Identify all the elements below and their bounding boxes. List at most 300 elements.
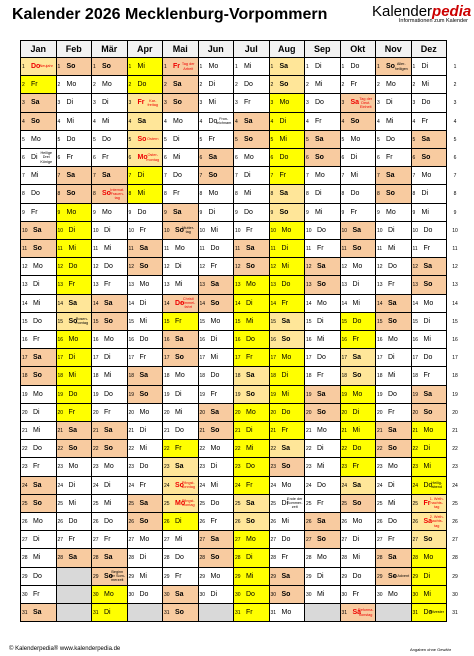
day-cell[interactable]: [21, 422, 57, 440]
day-cell[interactable]: [234, 167, 270, 185]
day-cell[interactable]: [21, 531, 57, 549]
day-cell[interactable]: [341, 94, 377, 112]
day-cell[interactable]: [341, 531, 377, 549]
day-cell[interactable]: [270, 586, 306, 604]
day-cell[interactable]: [376, 167, 412, 185]
day-cell[interactable]: [341, 76, 377, 94]
day-cell[interactable]: [234, 313, 270, 331]
day-cell[interactable]: [57, 222, 93, 240]
day-cell[interactable]: [341, 185, 377, 203]
day-cell[interactable]: [199, 113, 235, 131]
day-cell[interactable]: [57, 113, 93, 131]
day-cell[interactable]: [128, 568, 164, 586]
day-cell[interactable]: [199, 240, 235, 258]
day-cell[interactable]: [341, 477, 377, 495]
day-cell[interactable]: [234, 76, 270, 94]
day-cell[interactable]: [234, 258, 270, 276]
day-cell[interactable]: [412, 367, 448, 385]
day-cell[interactable]: [128, 131, 164, 149]
day-cell[interactable]: [57, 477, 93, 495]
day-cell[interactable]: [341, 513, 377, 531]
day-cell[interactable]: [376, 113, 412, 131]
day-cell[interactable]: [234, 131, 270, 149]
day-cell[interactable]: [163, 331, 199, 349]
brand-logo[interactable]: [372, 3, 472, 24]
day-cell[interactable]: [376, 586, 412, 604]
day-cell[interactable]: [412, 313, 448, 331]
day-cell[interactable]: [341, 458, 377, 476]
day-cell[interactable]: [376, 276, 412, 294]
day-cell[interactable]: [128, 113, 164, 131]
day-cell[interactable]: [270, 331, 306, 349]
day-cell[interactable]: [199, 367, 235, 385]
day-cell[interactable]: [163, 258, 199, 276]
day-cell[interactable]: [270, 604, 306, 622]
day-cell[interactable]: [412, 76, 448, 94]
day-cell[interactable]: [163, 586, 199, 604]
day-cell[interactable]: [305, 113, 341, 131]
day-cell[interactable]: [341, 440, 377, 458]
day-cell[interactable]: [376, 513, 412, 531]
day-cell[interactable]: [305, 76, 341, 94]
day-cell[interactable]: [21, 276, 57, 294]
day-cell[interactable]: [305, 185, 341, 203]
day-cell[interactable]: [21, 149, 57, 167]
day-cell[interactable]: [21, 586, 57, 604]
day-cell[interactable]: [412, 131, 448, 149]
day-cell[interactable]: [92, 568, 128, 586]
day-cell[interactable]: [92, 604, 128, 622]
day-cell[interactable]: [128, 531, 164, 549]
day-cell[interactable]: [376, 549, 412, 567]
day-cell[interactable]: [270, 349, 306, 367]
day-cell[interactable]: [376, 458, 412, 476]
day-cell[interactable]: [270, 149, 306, 167]
day-cell[interactable]: [199, 58, 235, 76]
day-cell[interactable]: [234, 94, 270, 112]
day-cell[interactable]: [57, 185, 93, 203]
day-cell[interactable]: [92, 113, 128, 131]
day-cell[interactable]: [57, 331, 93, 349]
day-cell[interactable]: [21, 131, 57, 149]
day-cell[interactable]: [199, 458, 235, 476]
day-cell[interactable]: [21, 495, 57, 513]
day-cell[interactable]: [376, 222, 412, 240]
day-cell[interactable]: [270, 76, 306, 94]
day-cell[interactable]: [234, 149, 270, 167]
day-cell[interactable]: [128, 240, 164, 258]
day-cell[interactable]: [341, 568, 377, 586]
day-cell[interactable]: [341, 222, 377, 240]
day-cell[interactable]: [163, 149, 199, 167]
day-cell[interactable]: [199, 276, 235, 294]
day-cell[interactable]: [21, 440, 57, 458]
day-cell[interactable]: [270, 295, 306, 313]
day-cell[interactable]: [57, 295, 93, 313]
day-cell[interactable]: [376, 367, 412, 385]
day-cell[interactable]: [163, 113, 199, 131]
day-cell[interactable]: [341, 422, 377, 440]
day-cell[interactable]: [376, 404, 412, 422]
day-cell[interactable]: [412, 349, 448, 367]
day-cell[interactable]: [234, 604, 270, 622]
day-cell[interactable]: [305, 495, 341, 513]
day-cell[interactable]: [305, 58, 341, 76]
day-cell[interactable]: [92, 131, 128, 149]
day-cell[interactable]: [341, 113, 377, 131]
day-cell[interactable]: [57, 76, 93, 94]
day-cell[interactable]: [57, 149, 93, 167]
day-cell[interactable]: [57, 458, 93, 476]
day-cell[interactable]: [234, 568, 270, 586]
day-cell[interactable]: [21, 113, 57, 131]
day-cell[interactable]: [341, 295, 377, 313]
day-cell[interactable]: [305, 531, 341, 549]
day-cell[interactable]: [92, 422, 128, 440]
day-cell[interactable]: [305, 204, 341, 222]
day-cell[interactable]: [305, 276, 341, 294]
day-cell[interactable]: [57, 349, 93, 367]
day-cell[interactable]: [21, 185, 57, 203]
day-cell[interactable]: [234, 440, 270, 458]
day-cell[interactable]: [305, 331, 341, 349]
day-cell[interactable]: [57, 549, 93, 567]
day-cell[interactable]: [21, 404, 57, 422]
day-cell[interactable]: [163, 204, 199, 222]
day-cell[interactable]: [128, 586, 164, 604]
day-cell[interactable]: [234, 295, 270, 313]
day-cell[interactable]: [234, 495, 270, 513]
day-cell[interactable]: [92, 367, 128, 385]
day-cell[interactable]: [92, 331, 128, 349]
day-cell[interactable]: [57, 94, 93, 112]
day-cell[interactable]: [270, 222, 306, 240]
day-cell[interactable]: [199, 94, 235, 112]
day-cell[interactable]: [305, 258, 341, 276]
day-cell[interactable]: [163, 240, 199, 258]
day-cell[interactable]: [234, 240, 270, 258]
day-cell[interactable]: [92, 495, 128, 513]
day-cell[interactable]: [199, 568, 235, 586]
day-cell[interactable]: [163, 94, 199, 112]
day-cell[interactable]: [21, 458, 57, 476]
day-cell[interactable]: [376, 94, 412, 112]
day-cell[interactable]: [21, 258, 57, 276]
day-cell[interactable]: [163, 495, 199, 513]
day-cell[interactable]: [57, 313, 93, 331]
day-cell[interactable]: [163, 313, 199, 331]
day-cell[interactable]: [92, 549, 128, 567]
day-cell[interactable]: [305, 568, 341, 586]
day-cell[interactable]: [234, 113, 270, 131]
day-cell[interactable]: [92, 513, 128, 531]
day-cell[interactable]: [128, 349, 164, 367]
day-cell[interactable]: [234, 477, 270, 495]
day-cell[interactable]: [412, 440, 448, 458]
day-cell[interactable]: [341, 204, 377, 222]
day-cell[interactable]: [376, 295, 412, 313]
day-cell[interactable]: [128, 440, 164, 458]
day-cell[interactable]: [199, 222, 235, 240]
day-cell[interactable]: [412, 258, 448, 276]
day-cell[interactable]: [92, 149, 128, 167]
day-cell[interactable]: [128, 204, 164, 222]
day-cell[interactable]: [21, 204, 57, 222]
day-cell[interactable]: [57, 367, 93, 385]
day-cell[interactable]: [270, 131, 306, 149]
day-cell[interactable]: [92, 258, 128, 276]
day-cell[interactable]: [270, 458, 306, 476]
day-cell[interactable]: [341, 586, 377, 604]
day-cell[interactable]: [270, 258, 306, 276]
day-cell[interactable]: [341, 276, 377, 294]
day-cell[interactable]: [270, 113, 306, 131]
day-cell[interactable]: [163, 295, 199, 313]
day-cell[interactable]: [21, 513, 57, 531]
day-cell[interactable]: [57, 131, 93, 149]
day-cell[interactable]: [57, 440, 93, 458]
day-cell[interactable]: [128, 549, 164, 567]
day-cell[interactable]: [234, 422, 270, 440]
day-cell[interactable]: [21, 604, 57, 622]
day-cell[interactable]: [21, 313, 57, 331]
day-cell[interactable]: [412, 549, 448, 567]
day-cell[interactable]: [341, 258, 377, 276]
day-cell[interactable]: [163, 568, 199, 586]
day-cell[interactable]: [21, 295, 57, 313]
day-cell[interactable]: [234, 185, 270, 203]
day-cell[interactable]: [199, 204, 235, 222]
day-cell[interactable]: [376, 58, 412, 76]
day-cell[interactable]: [234, 404, 270, 422]
day-cell[interactable]: [412, 94, 448, 112]
day-cell[interactable]: [92, 349, 128, 367]
day-cell[interactable]: [376, 204, 412, 222]
day-cell[interactable]: [163, 477, 199, 495]
day-cell[interactable]: [163, 349, 199, 367]
day-cell[interactable]: [270, 477, 306, 495]
day-cell[interactable]: [199, 167, 235, 185]
day-cell[interactable]: [270, 313, 306, 331]
day-cell[interactable]: [92, 313, 128, 331]
day-cell[interactable]: [341, 495, 377, 513]
day-cell[interactable]: [341, 149, 377, 167]
day-cell[interactable]: [128, 495, 164, 513]
day-cell[interactable]: [92, 276, 128, 294]
day-cell[interactable]: [270, 531, 306, 549]
day-cell[interactable]: [376, 440, 412, 458]
day-cell[interactable]: [128, 458, 164, 476]
day-cell[interactable]: [305, 367, 341, 385]
day-cell[interactable]: [376, 568, 412, 586]
day-cell[interactable]: [92, 204, 128, 222]
day-cell[interactable]: [341, 240, 377, 258]
day-cell[interactable]: [163, 440, 199, 458]
day-cell[interactable]: [305, 240, 341, 258]
day-cell[interactable]: [412, 276, 448, 294]
day-cell[interactable]: [163, 531, 199, 549]
day-cell[interactable]: [412, 386, 448, 404]
day-cell[interactable]: [376, 349, 412, 367]
day-cell[interactable]: [163, 76, 199, 94]
day-cell[interactable]: [199, 258, 235, 276]
day-cell[interactable]: [21, 58, 57, 76]
day-cell[interactable]: [128, 276, 164, 294]
day-cell[interactable]: [234, 58, 270, 76]
day-cell[interactable]: [57, 422, 93, 440]
day-cell[interactable]: [412, 422, 448, 440]
day-cell[interactable]: [412, 331, 448, 349]
day-cell[interactable]: [341, 386, 377, 404]
day-cell[interactable]: [234, 549, 270, 567]
day-cell[interactable]: [163, 549, 199, 567]
day-cell[interactable]: [412, 149, 448, 167]
footer-copyright[interactable]: © Kalenderpedia® www.kalenderpedia.de: [9, 646, 121, 652]
day-cell[interactable]: [57, 386, 93, 404]
day-cell[interactable]: [412, 58, 448, 76]
day-cell[interactable]: [376, 386, 412, 404]
day-cell[interactable]: [270, 367, 306, 385]
day-cell[interactable]: [57, 276, 93, 294]
day-cell[interactable]: [270, 404, 306, 422]
day-cell[interactable]: [199, 313, 235, 331]
day-cell[interactable]: [341, 367, 377, 385]
day-cell[interactable]: [376, 185, 412, 203]
day-cell[interactable]: [199, 185, 235, 203]
day-cell[interactable]: [199, 131, 235, 149]
day-cell[interactable]: [412, 604, 448, 622]
day-cell[interactable]: [128, 404, 164, 422]
day-cell[interactable]: [92, 586, 128, 604]
day-cell[interactable]: [163, 458, 199, 476]
day-cell[interactable]: [21, 94, 57, 112]
day-cell[interactable]: [57, 240, 93, 258]
day-cell[interactable]: [21, 76, 57, 94]
day-cell[interactable]: [376, 422, 412, 440]
day-cell[interactable]: [341, 331, 377, 349]
day-cell[interactable]: [234, 458, 270, 476]
day-cell[interactable]: [92, 185, 128, 203]
day-cell[interactable]: [199, 422, 235, 440]
day-cell[interactable]: [128, 185, 164, 203]
day-cell[interactable]: [270, 513, 306, 531]
day-cell[interactable]: [412, 568, 448, 586]
day-cell[interactable]: [270, 386, 306, 404]
day-cell[interactable]: [234, 386, 270, 404]
day-cell[interactable]: [376, 331, 412, 349]
day-cell[interactable]: [199, 549, 235, 567]
day-cell[interactable]: [341, 404, 377, 422]
day-cell[interactable]: [305, 313, 341, 331]
day-cell[interactable]: [270, 422, 306, 440]
day-cell[interactable]: [57, 495, 93, 513]
day-cell[interactable]: [163, 131, 199, 149]
day-cell[interactable]: [341, 349, 377, 367]
day-cell[interactable]: [234, 513, 270, 531]
day-cell[interactable]: [234, 222, 270, 240]
day-cell[interactable]: [57, 513, 93, 531]
day-cell[interactable]: [341, 313, 377, 331]
day-cell[interactable]: [412, 204, 448, 222]
day-cell[interactable]: [305, 586, 341, 604]
day-cell[interactable]: [92, 404, 128, 422]
day-cell[interactable]: [199, 386, 235, 404]
day-cell[interactable]: [199, 477, 235, 495]
day-cell[interactable]: [21, 167, 57, 185]
day-cell[interactable]: [199, 495, 235, 513]
day-cell[interactable]: [128, 367, 164, 385]
day-cell[interactable]: [92, 531, 128, 549]
day-cell[interactable]: [163, 222, 199, 240]
day-cell[interactable]: [57, 404, 93, 422]
day-cell[interactable]: [376, 495, 412, 513]
day-cell[interactable]: [412, 404, 448, 422]
day-cell[interactable]: [21, 549, 57, 567]
day-cell[interactable]: [128, 167, 164, 185]
day-cell[interactable]: [270, 167, 306, 185]
day-cell[interactable]: [270, 204, 306, 222]
day-cell[interactable]: [128, 258, 164, 276]
day-cell[interactable]: [305, 513, 341, 531]
day-cell[interactable]: [341, 549, 377, 567]
day-cell[interactable]: [234, 349, 270, 367]
day-cell[interactable]: [234, 276, 270, 294]
day-cell[interactable]: [92, 76, 128, 94]
day-cell[interactable]: [412, 513, 448, 531]
day-cell[interactable]: [270, 185, 306, 203]
day-cell[interactable]: [57, 167, 93, 185]
day-cell[interactable]: [305, 440, 341, 458]
day-cell[interactable]: [376, 76, 412, 94]
day-cell[interactable]: [412, 240, 448, 258]
day-cell[interactable]: [376, 149, 412, 167]
day-cell[interactable]: [376, 131, 412, 149]
day-cell[interactable]: [92, 58, 128, 76]
day-cell[interactable]: [92, 240, 128, 258]
day-cell[interactable]: [199, 440, 235, 458]
day-cell[interactable]: [270, 549, 306, 567]
day-cell[interactable]: [21, 349, 57, 367]
day-cell[interactable]: [163, 404, 199, 422]
day-cell[interactable]: [21, 568, 57, 586]
day-cell[interactable]: [305, 222, 341, 240]
day-cell[interactable]: [376, 477, 412, 495]
day-cell[interactable]: [199, 76, 235, 94]
day-cell[interactable]: [92, 440, 128, 458]
day-cell[interactable]: [21, 222, 57, 240]
day-cell[interactable]: [305, 386, 341, 404]
day-cell[interactable]: [376, 240, 412, 258]
day-cell[interactable]: [57, 258, 93, 276]
day-cell[interactable]: [412, 477, 448, 495]
day-cell[interactable]: [270, 94, 306, 112]
day-cell[interactable]: [305, 295, 341, 313]
day-cell[interactable]: [412, 495, 448, 513]
day-cell[interactable]: [270, 58, 306, 76]
day-cell[interactable]: [199, 513, 235, 531]
day-cell[interactable]: [412, 222, 448, 240]
day-cell[interactable]: [412, 167, 448, 185]
day-cell[interactable]: [234, 367, 270, 385]
day-cell[interactable]: [57, 58, 93, 76]
day-cell[interactable]: [199, 349, 235, 367]
day-cell[interactable]: [305, 549, 341, 567]
day-cell[interactable]: [128, 422, 164, 440]
day-cell[interactable]: [163, 604, 199, 622]
day-cell[interactable]: [163, 367, 199, 385]
day-cell[interactable]: [92, 222, 128, 240]
day-cell[interactable]: [305, 149, 341, 167]
